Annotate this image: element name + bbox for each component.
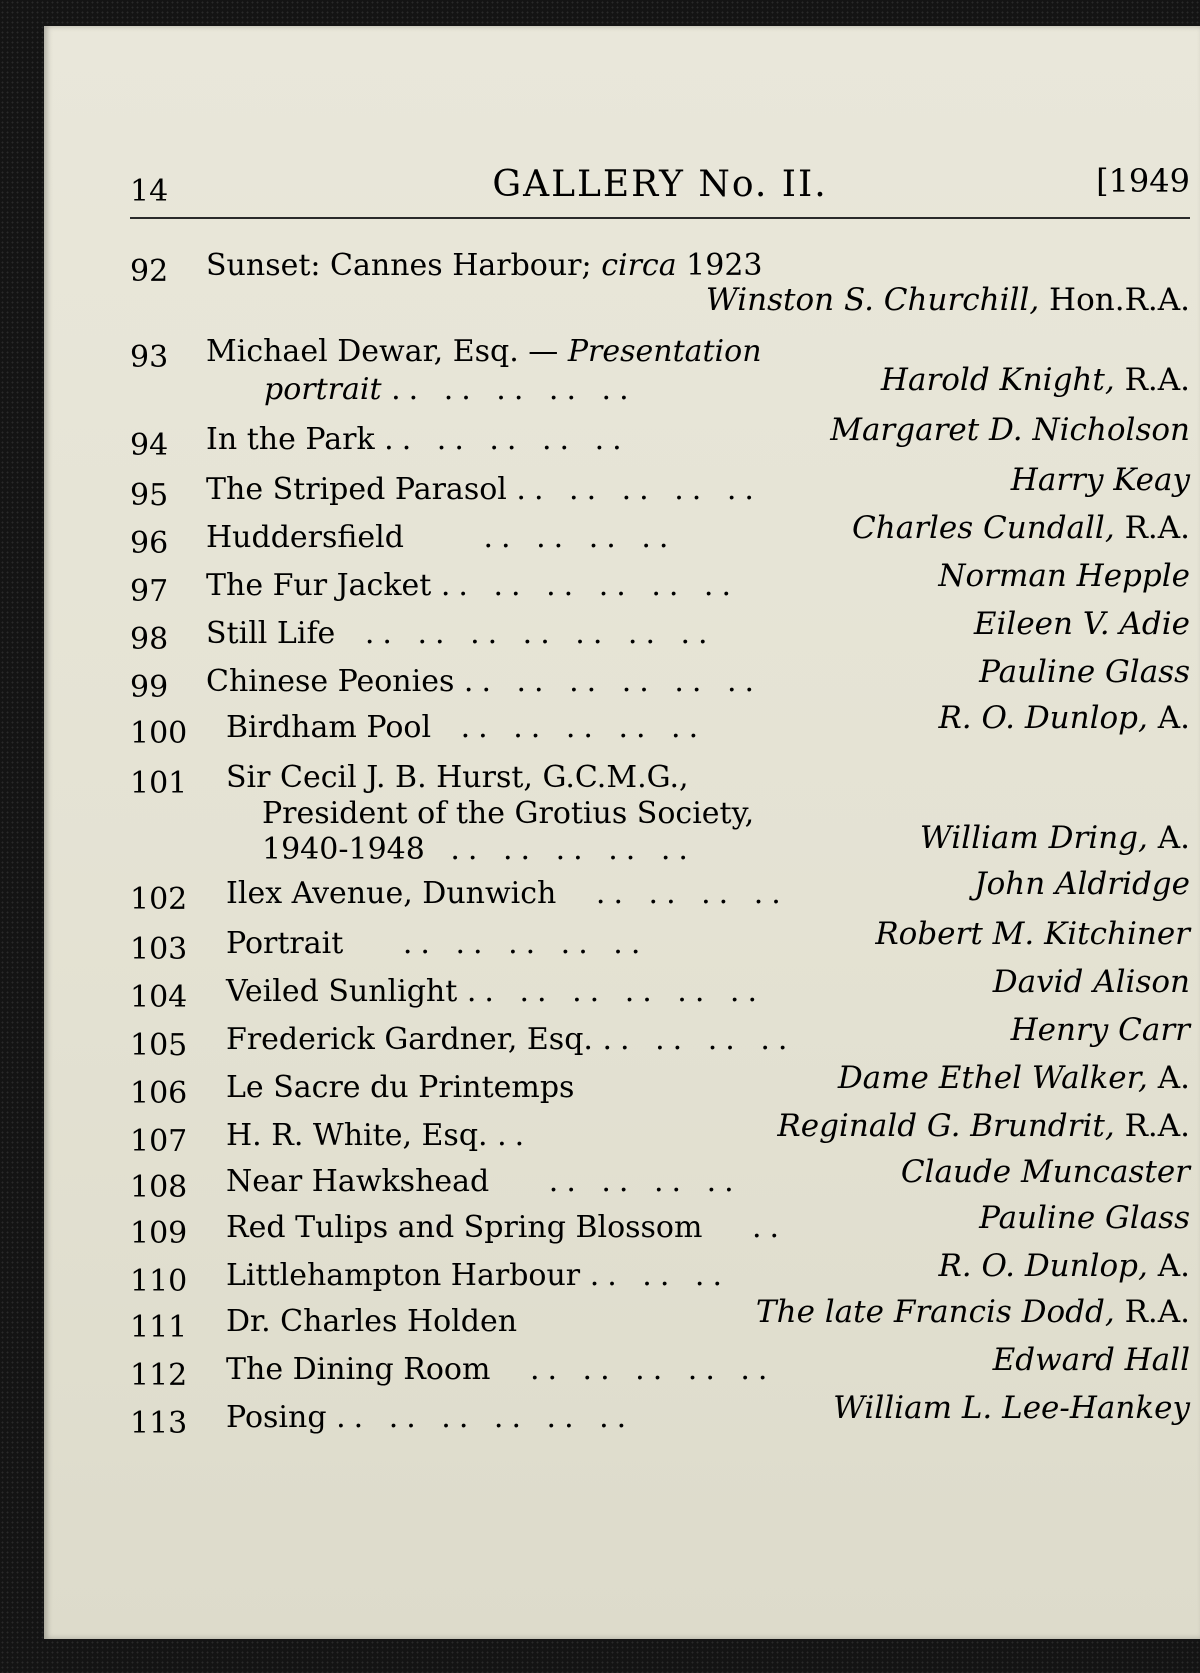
item-title: Ilex Avenue, Dunwich .. .. .. .. [226,876,789,911]
item-title: Dr. Charles Holden [226,1304,518,1339]
item-artist: Reginald G. Brundrit, R.A. [777,1108,1190,1144]
item-number: 105 [130,1028,188,1063]
item-number: 109 [130,1216,188,1251]
item-number: 108 [130,1170,188,1205]
item-artist: R. O. Dunlop, A. [938,700,1190,736]
item-title: The Dining Room .. .. .. .. .. [226,1352,776,1387]
item-number: 98 [130,622,169,657]
item-title: Michael Dewar, Esq. — Presentation [206,334,762,369]
page-number: 14 [130,174,169,209]
item-title: Le Sacre du Printemps [226,1070,575,1105]
item-artist: Edward Hall [992,1342,1190,1378]
item-date: 1923 [686,248,763,283]
item-number: 93 [130,340,169,375]
item-artist: Harold Knight, R.A. [880,362,1190,398]
item-title: Portrait .. .. .. .. .. [226,926,649,961]
item-title: Huddersfield .. .. .. .. [206,520,677,555]
item-number: 102 [130,882,188,917]
item-artist: Claude Muncaster [900,1154,1190,1190]
item-artist: Winston S. Churchill, Hon.R.A. [705,282,1190,318]
item-number: 106 [130,1076,188,1111]
item-title: The Fur Jacket .. .. .. .. .. .. [206,568,740,603]
item-title-line2: portrait .. .. .. .. .. [264,372,637,407]
item-title: Red Tulips and Spring Blossom .. [226,1210,788,1245]
item-artist: Pauline Glass [979,654,1190,690]
item-title: Chinese Peonies .. .. .. .. .. .. [206,664,763,699]
item-note: Presentation [567,334,762,369]
item-number: 104 [130,980,188,1015]
item-title-line2: President of the Grotius Society, [262,796,755,831]
list-item [130,760,1190,876]
header-rule [130,217,1190,219]
list-item [130,248,1190,328]
page-title: GALLERY No. II. [492,164,828,205]
item-artist: Margaret D. Nicholson [830,412,1190,448]
item-artist: Henry Carr [1010,1012,1190,1048]
item-artist: William Dring, A. [919,820,1190,856]
item-title: Near Hawkshead .. .. .. .. [226,1164,742,1199]
page-year: [1949 [1096,162,1190,200]
item-number: 107 [130,1124,188,1159]
item-artist: John Aldridge [974,866,1190,902]
item-title: Birdham Pool .. .. .. .. .. [226,710,707,745]
item-title: Still Life .. .. .. .. .. .. .. [206,616,716,651]
list-item [130,334,1190,414]
item-number: 100 [130,716,188,751]
item-title: H. R. White, Esq. .. [226,1118,533,1153]
item-title-line3: 1940-1948 .. .. .. .. .. [262,832,696,867]
item-number: 99 [130,670,169,705]
list-item [130,700,1190,758]
item-number: 95 [130,478,169,513]
item-number: 97 [130,574,169,609]
item-title: Posing .. .. .. .. .. .. [226,1400,635,1435]
item-artist: Harry Keay [1010,462,1190,498]
item-title: In the Park .. .. .. .. .. [206,422,630,457]
item-note: circa [601,248,677,283]
item-artist: The late Francis Dodd, R.A. [755,1294,1190,1330]
item-number: 94 [130,428,169,463]
item-title: Sir Cecil J. B. Hurst, G.C.M.G., [226,760,689,795]
item-artist: Robert M. Kitchiner [875,916,1190,952]
item-artist: Dame Ethel Walker, A. [837,1060,1190,1096]
item-artist: R. O. Dunlop, A. [938,1248,1190,1284]
item-number: 103 [130,932,188,967]
item-title: The Striped Parasol .. .. .. .. .. [206,472,762,507]
item-artist: Eileen V. Adie [973,606,1190,642]
item-title: Sunset: Cannes Harbour; circa 1923 [206,248,763,283]
item-artist: William L. Lee-Hankey [833,1390,1190,1426]
item-title: Frederick Gardner, Esq. .. .. .. .. [226,1022,796,1057]
item-number: 110 [130,1264,188,1299]
list-item [130,1390,1190,1448]
page-header [130,150,1190,222]
item-artist: Pauline Glass [979,1200,1190,1236]
item-number: 112 [130,1358,188,1393]
item-artist: Charles Cundall, R.A. [852,510,1190,546]
item-title: Littlehampton Harbour .. .. .. [226,1258,730,1293]
item-artist: Norman Hepple [938,558,1190,594]
item-number: 96 [130,526,169,561]
item-number: 113 [130,1406,188,1441]
item-artist: David Alison [992,964,1190,1000]
item-number: 92 [130,254,169,289]
item-title: Veiled Sunlight .. .. .. .. .. .. [226,974,765,1009]
item-number: 111 [130,1310,188,1345]
item-number: 101 [130,766,188,801]
